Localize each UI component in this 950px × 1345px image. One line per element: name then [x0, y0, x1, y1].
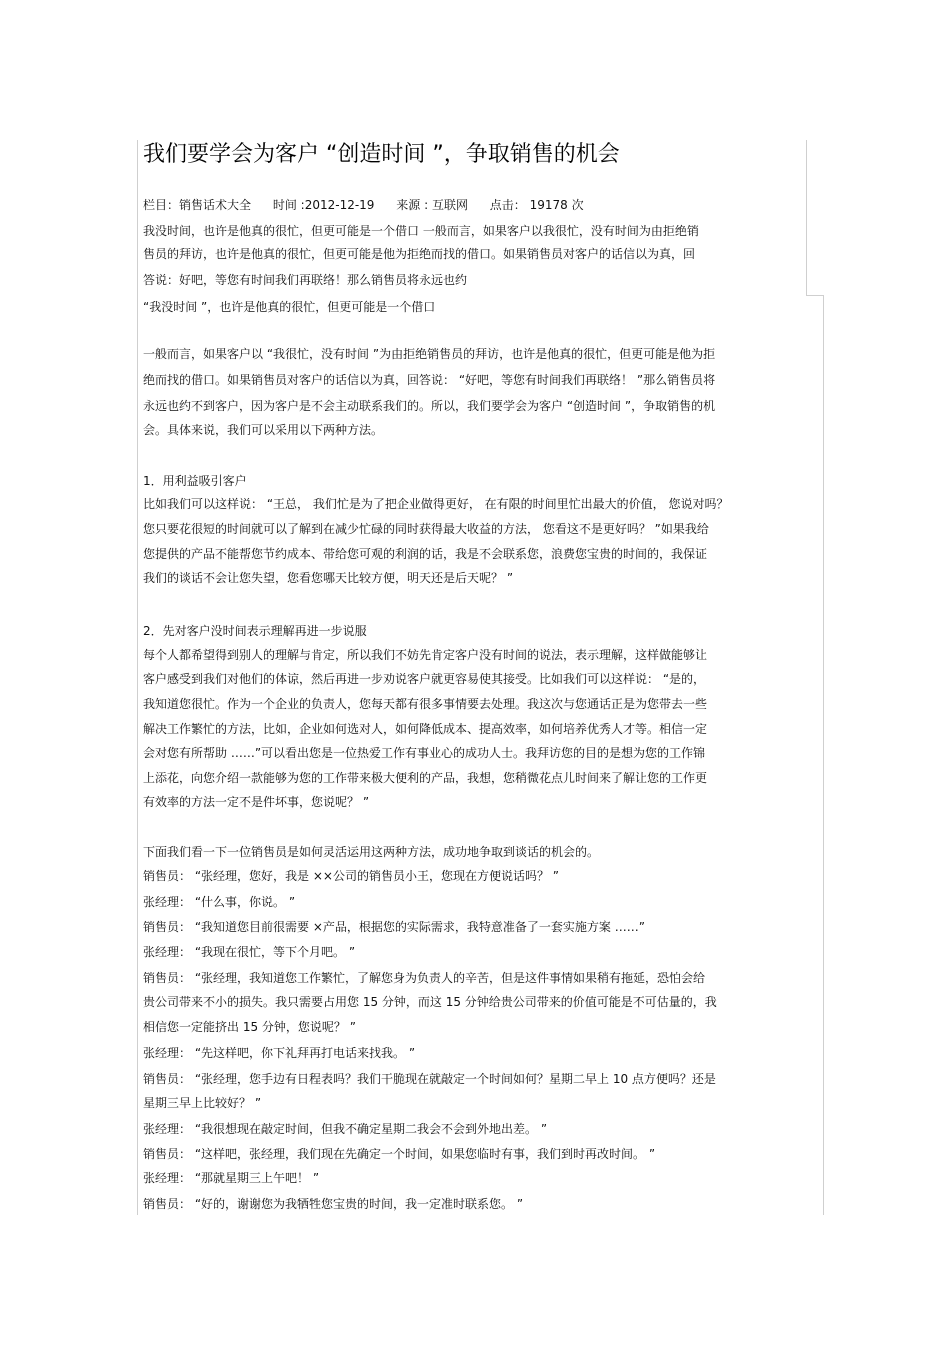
meta-source: 来源 : 互联网 [396, 198, 468, 212]
body-line: 会对您有所帮助 ……”可以看出您是一位热爱工作有事业心的成功人士。我拜访您的目的是想为您的工作锦 [143, 746, 706, 760]
dialogue-line: 销售员： “张经理，您好，我是 ××公司的销售员小王，您现在方便说话吗？ ” [143, 869, 559, 883]
left-border [137, 140, 138, 1215]
section-heading: 1．用利益吸引客户 [143, 474, 247, 488]
dialogue-line: 星期三早上比较好？ ” [143, 1096, 262, 1110]
dialogue-line: 销售员： “张经理，我知道您工作繁忙，了解您身为负责人的辛苦，但是这件事情如果稍有拖延，恐怕会给 [143, 971, 706, 985]
dialogue-line: 张经理： “我很想现在敲定时间，但我不确定星期二我会不会到外地出差。 ” [143, 1122, 548, 1136]
dialogue-line: 销售员： “这样吧，张经理，我们现在先确定一个时间，如果您临时有事，我们到时再改时间。 ” [143, 1147, 656, 1161]
body-line: 客户感受到我们对他们的体谅，然后再进一步劝说客户就更容易使其接受。比如我们可以这样说： “是的， [143, 672, 706, 686]
body-line: 答说：好吧，等您有时间我们再联络！那么销售员将永远也约 [143, 273, 468, 287]
body-line: 有效率的方法一定不是件坏事，您说呢？ ” [143, 795, 370, 809]
article-meta [143, 196, 602, 214]
dialogue-line: 相信您一定能挤出 15 分钟，您说呢？ ” [143, 1020, 356, 1034]
body-line: 我们的谈话不会让您失望，您看您哪天比较方便，明天还是后天呢？ ” [143, 571, 514, 585]
body-line: 每个人都希望得到别人的理解与肯定，所以我们不妨先肯定客户没有时间的说法，表示理解，这样做能够让 [143, 648, 708, 662]
meta-time: 时间 :2012-12-19 [272, 198, 375, 212]
right-border-step [806, 295, 824, 296]
body-line: “我没时间 ”，也许是他真的很忙，但更可能是一个借口 [143, 300, 436, 314]
body-line: 售员的拜访，也许是他真的很忙，但更可能是他为拒绝而找的借口。如果销售员对客户的话信以为真，回 [143, 247, 696, 261]
article-title: 我们要学会为客户 “创造时间 ”，争取销售的机会 [143, 142, 620, 167]
body-line: 一般而言，如果客户以 “我很忙，没有时间 ”为由拒绝销售员的拜访，也许是他真的很忙，但更可能是他为拒 [143, 347, 716, 361]
body-line: 会。具体来说，我们可以采用以下两种方法。 [143, 423, 384, 437]
dialogue-line: 张经理： “先这样吧，你下礼拜再打电话来找我。 ” [143, 1046, 416, 1060]
dialogue-line: 销售员： “好的，谢谢您为我牺牲您宝贵的时间，我一定准时联系您。 ” [143, 1197, 524, 1211]
right-border-top [806, 140, 807, 295]
dialogue-line: 销售员： “我知道您目前很需要 ×产品，根据您的实际需求，我特意准备了一套实施方案 ……” [143, 920, 645, 934]
body-line: 您提供的产品不能帮您节约成本、带给您可观的利润的话，我是不会联系您，浪费您宝贵的时间的，我保证 [143, 547, 708, 561]
meta-column: 栏目：销售话术大全 [143, 198, 252, 212]
dialogue-line: 张经理： “我现在很忙，等下个月吧。 ” [143, 945, 356, 959]
dialogue-line: 张经理： “那就星期三上午吧！ ” [143, 1171, 320, 1185]
body-line: 下面我们看一下一位销售员是如何灵活运用这两种方法，成功地争取到谈话的机会的。 [143, 845, 600, 859]
body-line: 我没时间，也许是他真的很忙，但更可能是一个借口 一般而言，如果客户以我很忙，没有时间为由拒绝销 [143, 224, 699, 238]
body-line: 您只要花很短的时间就可以了解到在减少忙碌的同时获得最大收益的方法， 您看这不是更好吗？ ”如果我给 [143, 522, 709, 536]
right-border-bottom [823, 295, 824, 1215]
dialogue-line: 销售员： “张经理，您手边有日程表吗？我们干脆现在就敲定一个时间如何？星期二早上 10 点方便吗？还是 [143, 1072, 716, 1086]
body-line: 解决工作繁忙的方法，比如，企业如何选对人，如何降低成本、提高效率，如何培养优秀人才等。相信一定 [143, 722, 708, 736]
body-line: 绝而找的借口。如果销售员对客户的话信以为真，回答说： “好吧，等您有时间我们再联络！ ”那么销售员将 [143, 373, 716, 387]
section-heading: 2．先对客户没时间表示理解再进一步说服 [143, 624, 367, 638]
body-line: 永远也约不到客户，因为客户是不会主动联系我们的。所以，我们要学会为客户 “创造时间 ”，争取销售的机 [143, 399, 716, 413]
body-line: 比如我们可以这样说： “王总， 我们忙是为了把企业做得更好， 在有限的时间里忙出最大的价值， 您说对吗？ [143, 497, 729, 511]
dialogue-line: 张经理： “什么事，你说。 ” [143, 895, 296, 909]
meta-clicks: 点击： 19178 次 [489, 198, 584, 212]
body-line: 上添花，向您介绍一款能够为您的工作带来极大便利的产品，我想，您稍微花点儿时间来了解让您的工作更 [143, 771, 708, 785]
dialogue-line: 贵公司带来不小的损失。我只需要占用您 15 分钟，而这 15 分钟给贵公司带来的价值可能是不可估量的，我 [143, 995, 717, 1009]
body-line: 我知道您很忙。作为一个企业的负责人，您每天都有很多事情要去处理。我这次与您通话正是为您带去一些 [143, 697, 708, 711]
